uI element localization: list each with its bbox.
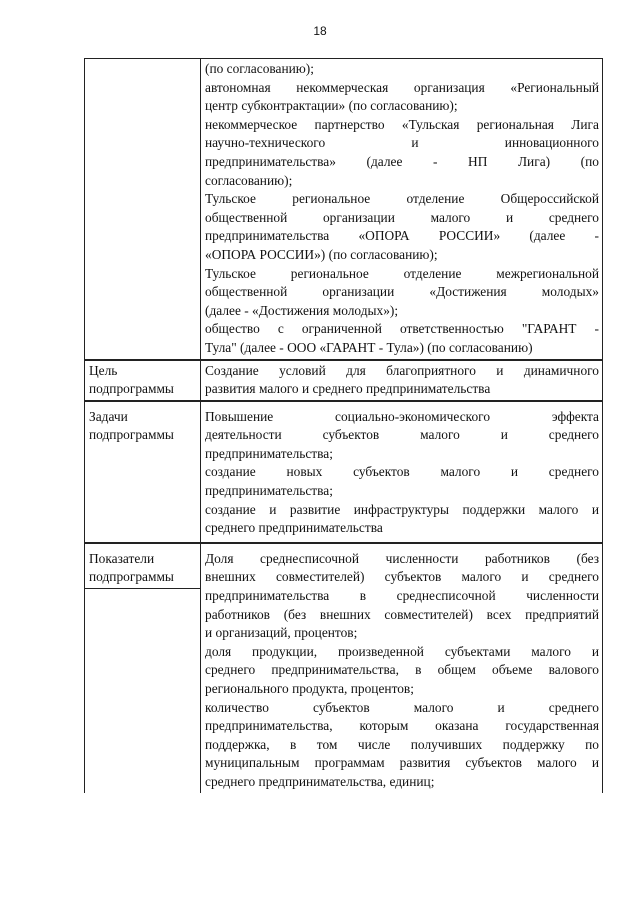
row-label-line: подпрограммы <box>89 427 174 443</box>
content-line: (по согласованию); <box>205 61 314 76</box>
content-line: деятельности субъектов малого и среднего <box>205 427 599 443</box>
row-label-line: подпрограммы <box>89 569 174 585</box>
content-line: предпринимательства; <box>205 483 333 499</box>
content-line: некоммерческое партнерство «Тульская региональная Лига <box>205 116 599 132</box>
content-line: предпринимательства; <box>205 445 333 461</box>
content-line: Тула" (далее - ООО «ГАРАНТ - Тула») (по согласованию) <box>205 339 533 355</box>
content-line: (далее - «Достижения молодых»); <box>205 302 399 318</box>
content-line: доля продукции, произведенной субъектами малого и <box>205 643 599 659</box>
content-line: Тульское региональное отделение Общероссийской <box>205 191 599 207</box>
table-row-indicators <box>85 543 603 793</box>
content-line: общественной организации малого и среднего <box>205 209 599 225</box>
label-cell-participants <box>85 59 201 360</box>
content-line: предпринимательства в среднесписочной численности <box>205 588 599 604</box>
content-line: среднего предпринимательства, единиц; <box>205 773 435 789</box>
page-number: 18 <box>313 24 327 38</box>
content-line: Тульское региональное отделение межрегиональной <box>205 265 599 281</box>
content-line: центр субконтрактации» (по согласованию); <box>205 98 458 114</box>
content-line: количество субъектов малого и среднего <box>205 699 599 715</box>
content-line: предпринимательства, которым оказана государственная <box>205 718 599 734</box>
content-line: среднего предпринимательства <box>205 520 383 536</box>
content-line: согласованию); <box>205 172 293 188</box>
content-line: регионального продукта, процентов; <box>205 681 414 696</box>
content-line: и организаций, процентов; <box>205 625 358 641</box>
content-line: «ОПОРА РОССИИ») (по согласованию); <box>205 246 438 262</box>
content-line: Доля среднесписочной численности работников (без <box>205 550 599 566</box>
row-label-line: подпрограммы <box>89 381 174 397</box>
label-cell-goal <box>85 360 201 401</box>
content-cell-goal <box>201 360 603 401</box>
content-line: автономная некоммерческая организация «Региональный <box>205 79 599 95</box>
row-label-line: Цель <box>89 362 118 378</box>
content-cell-indicators <box>201 543 603 793</box>
content-line: общественной организации «Достижения молодых» <box>205 284 599 300</box>
label-inner <box>89 550 196 587</box>
content-cell-tasks <box>201 401 603 543</box>
content-line: общество с ограниченной ответственностью "ГАРАНТ - <box>205 321 599 337</box>
content-line: муниципальным программам развития субъектов малого и <box>205 755 599 771</box>
label-cell-indicators <box>85 543 201 793</box>
row-label-line: Показатели <box>89 550 155 566</box>
content-line: среднего предпринимательства, в общем объеме валового <box>205 662 599 678</box>
cell-divider <box>84 588 201 589</box>
content-line: работников (без внешних совместителей) всех предприятий <box>205 606 599 622</box>
row-label-line: Задачи <box>89 408 128 424</box>
content-line: создание и развитие инфраструктуры поддержки малого и <box>205 501 599 517</box>
table-row-participants <box>85 59 603 360</box>
content-line: Повышение социально-экономического эффекта <box>205 408 599 424</box>
content-line: создание новых субъектов малого и среднего <box>205 464 599 480</box>
content-line: научно-технического и инновационного <box>205 135 599 151</box>
content-line: развития малого и среднего предпринимательства <box>205 381 491 397</box>
subprogram-passport-table <box>84 58 603 793</box>
content-line: внешних совместителей) субъектов малого и среднего <box>205 569 599 585</box>
content-line: предпринимательства» (далее - НП Лига) (по <box>205 153 599 169</box>
content-line: предпринимательства «ОПОРА РОССИИ» (далее - <box>205 228 599 244</box>
table-row-tasks <box>85 401 603 543</box>
table-row-goal <box>85 360 603 401</box>
content-line: Создание условий для благоприятного и динамичного <box>205 362 599 378</box>
label-cell-tasks <box>85 401 201 543</box>
content-line: поддержка, в том числе получивших поддержку по <box>205 736 599 752</box>
content-cell-participants <box>201 59 603 360</box>
